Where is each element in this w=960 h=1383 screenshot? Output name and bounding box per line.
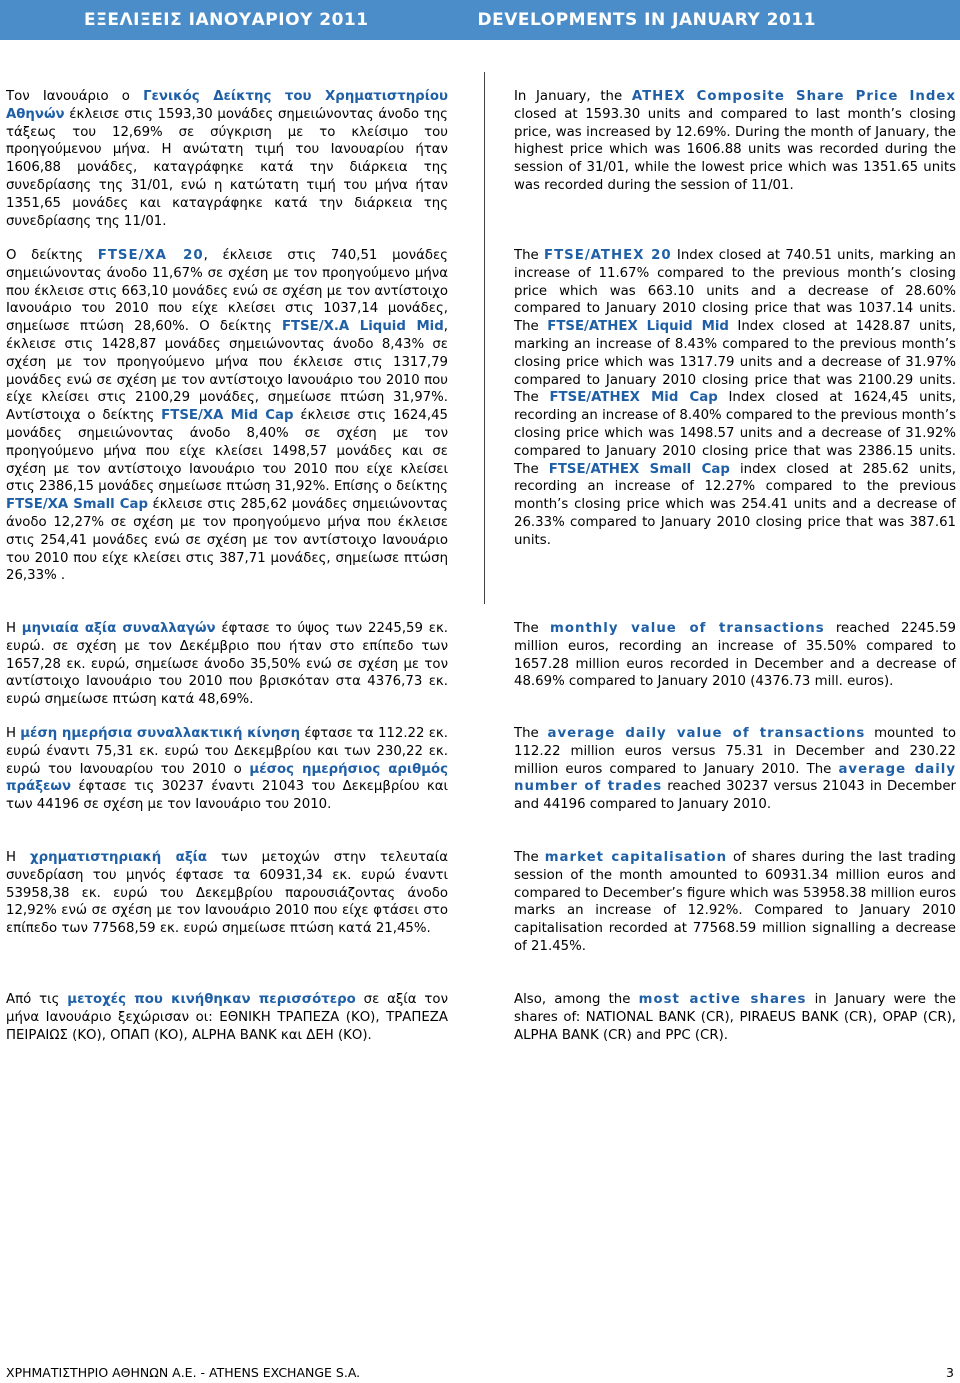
header-title-greek: ΕΞΕΛΙΞΕΙΣ ΙΑΝΟΥΑΡΙΟΥ 2011 (84, 10, 369, 30)
gr-paragraph-daily-value: Η μέση ημερήσια συναλλακτική κίνηση έφτασε τα 112.22 εκ. ευρώ έναντι 75,31 εκ. ευρώ του Δεκεμβρίου και των 230,22 εκ. ευρώ του Ιανουαρίου του 2010 ο μέσος ημερήσιος αριθμός πράξεων έφτασε τις 30237 έναντι 21043 του Δεκεμβρίου και των 44196 σε σχέση με τον Ιανουάριο του 2010. (6, 726, 449, 813)
column-divider (484, 72, 485, 604)
header-title-english: DEVELOPMENTS IN JANUARY 2011 (477, 10, 816, 30)
gr-paragraph-monthly-value: Η μηνιαία αξία συναλλαγών έφτασε το ύψος των 2245,59 εκ. ευρώ. σε σχέση με τον Δεκέμβριο που ήταν στο επίπεδο των 1657,28 εκ. ευρώ, σημείωσε άνοδο 35,50% ενώ σε σχέση με τον αντίστοιχο Ιανουάριο του 2010 που βρισκόταν στα 4376,73 εκ. ευρώ σημείωσε πτώση κατά 48,69%. (6, 621, 449, 708)
en-paragraph-daily-value: The average daily value of transactions mounted to 112.22 million euros versus 75.31 in December and 230.22 million euros compared to January 2010. The average daily number of trades reached 30237 versus 21043 in December and 44196 compared to January 2010. (514, 726, 956, 813)
gr-paragraph-active-shares: Από τις μετοχές που κινήθηκαν περισσότερο σε αξία τον μήνα Ιανουάριο ξεχώρισαν οι: ΕΘΝΙΚΗ ΤΡΑΠΕΖΑ (ΚΟ), ΤΡΑΠΕΖΑ ΠΕΙΡΑΙΩΣ (ΚΟ), ΟΠΑΠ (ΚΟ), ALPHA BANK και ΔΕΗ (ΚΟ). (6, 992, 448, 1043)
en-paragraph-market-cap: The market capitalisation of shares during the last trading session of the month amounted to 60931.34 million euros and compared to December’s figure which was 53958.38 million euros marks an increase of 12.92%. Compared to January 2010 capitalisation recorded at 77568.59 million signalling a decrease of 21.45%. (514, 850, 956, 954)
footer-page-number: 3 (946, 1365, 954, 1380)
en-paragraph-active-shares: Also, among the most active shares in January were the shares of: NATIONAL BANK (CR), PIRAEUS BANK (CR), OPAP (CR), ALPHA BANK (CR) and PPC (CR). (514, 992, 956, 1043)
en-paragraph-ftse-indices: The FTSE/ATHEX 20 Index closed at 740.51 units, marking an increase of 11.67% compared to the previous month’s closing price which was 663.10 units and a decrease of 28.60% compared to January 2010 closing price that was 1037.14 units. The FTSE/ATHEX Liquid Mid Index closed at 1428.87 units, marking an increase of 8.43% compared to the previous month’s closing price which was 1317.79 units and a decrease of 31.97% compared to January 2010 closing price that was 2100.29 units. The FTSE/ATHEX Mid Cap Index closed at 1624,45 units, recording an increase of 8.40% compared to the previous month’s closing price which was 1498.57 units and a decrease of 31.92% compared to January 2010 closing price that was 2386.15 units. The FTSE/ATHEX Small Cap index closed at 285.62 units, recording an increase of 12.27% compared to the previous month’s closing price which was 254.41 units and a decrease of 26.33% compared to January 2010 closing price that was 387.61 units. (514, 248, 956, 548)
gr-paragraph-market-cap: Η χρηματιστηριακή αξία των μετοχών στην τελευταία συνεδρίαση του μηνός έφτασε τα 60931,34 εκ. ευρώ έναντι 53958,38 εκ. ευρώ του Δεκεμβρίου παρουσιάζοντας άνοδο 12,92% ενώ σε σχέση με τον Ιανουάριο 2010 που είχε φτάσει στο επίπεδο των 77568,59 εκ. ευρώ σημείωσε πτώση κατά 21,45%. (6, 850, 449, 937)
page-header (0, 0, 960, 40)
en-paragraph-general-index: In January, the ATHEX Composite Share Price Index closed at 1593.30 units and compared to last month’s closing price, was increased by 12.69%. During the month of January, the highest price which was 1606.88 units was recorded during the session of 31/01, while the lowest price which was 1351.65 units was recorded during the session of 11/01. (514, 89, 956, 193)
en-paragraph-monthly-value: The monthly value of transactions reached 2245.59 million euros, recording an increase of 35.50% compared to 1657.28 million euros recorded in December and a decrease of 48.69% compared to January 2010 (4376.73 mill. euros). (514, 621, 956, 690)
gr-paragraph-general-index: Τον Ιανουάριο ο Γενικός Δείκτης του Χρηματιστηρίου Αθηνών έκλεισε στις 1593,30 μονάδες σημειώνοντας άνοδο της τάξεως του 12,69% σε σύγκριση με το κλείσιμο του προηγούμενου μήνα. Η ανώτατη τιμή του Ιανουαρίου ήταν 1606,88 μονάδες, καταγράφηκε κατά την διάρκεια της συνεδρίασης της 31/01, ενώ η κατώτατη τιμή του μήνα ήταν 1351,65 μονάδες και καταγράφηκε κατά την διάρκεια της συνεδρίασης της 11/01. (6, 89, 448, 229)
gr-paragraph-ftse-indices: Ο δείκτης FTSE/ΧΑ 20, έκλεισε στις 740,51 μονάδες σημειώνοντας άνοδο 11,67% σε σχέση με τον προηγούμενο μήνα που έκλεισε στις 663,10 μονάδες ενώ σε σχέση με τον αντίστοιχο Ιανουάριο του 2010 που είχε κλείσει στις 1037,14 μονάδες, σημείωσε πτώση 28,60%. Ο δείκτης FTSE/Χ.Α Liquid Mid, έκλεισε στις 1428,87 μονάδες σημειώνοντας άνοδο 8,43% σε σχέση με τον προηγούμενο μήνα που έκλεισε στις 1317,79 μονάδες ενώ σε σχέση με τον αντίστοιχο Ιανουάριο του 2010 που είχε κλείσει στις 2100,29 μονάδες, σημείωσε πτώση 31,97%. Αντίστοιχα ο δείκτης FTSE/ΧΑ Mid Cap έκλεισε στις 1624,45 μονάδες σημειώνοντας άνοδο 8,40% σε σχέση με τον προηγούμενο μήνα που είχε κλείσει 1498,57 μονάδες και σε σχέση με τον αντίστοιχο Ιανουάριο του 2010 που είχε κλείσει στις 2386,15 μονάδες σημείωσε πτώση 31,92%. Επίσης ο δείκτης FTSE/ΧΑ Small Cap έκλεισε στις 285,62 μονάδες σημειώνοντας άνοδο 12,27% σε σχέση με τον προηγούμενο μήνα που έκλεισε στις 254,41 μονάδες ενώ σε σχέση με τον αντίστοιχο Ιανουάριο του 2010 που είχε κλείσει στις 387,71 μονάδες, σημείωσε πτώση 26,33% . (6, 248, 448, 584)
footer-company-name: ΧΡΗΜΑΤΙΣΤΗΡΙΟ ΑΘΗΝΩΝ Α.Ε. - ATHENS EXCHANGE S.A. (6, 1365, 361, 1380)
